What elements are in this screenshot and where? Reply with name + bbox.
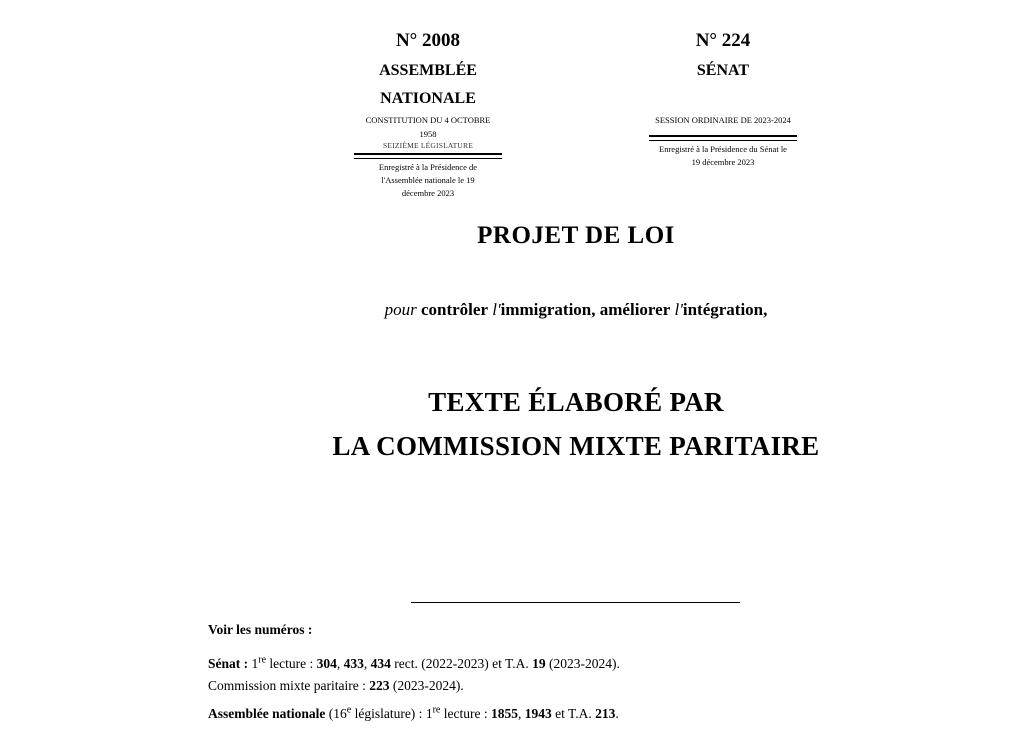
an-sup: re	[432, 704, 441, 716]
voir-senat-line: Sénat : 1re lecture : 304, 433, 434 rect. (2022-2023) et T.A. 19 (2023-2024).	[208, 654, 620, 671]
subtitle-l1: l'	[492, 300, 501, 319]
assemblee-number: N° 2008	[395, 30, 461, 51]
senat-ta: 19	[532, 656, 546, 671]
senat-lecture: lecture :	[269, 656, 314, 671]
an-ordinal: 1	[425, 706, 433, 721]
an-ta: 213	[595, 706, 616, 721]
senat-registered: Enregistré à la Présidence du Sénat le 19 décembre 2023	[659, 144, 787, 167]
texte-cmp-heading	[0, 380, 1011, 468]
document-subtitle	[0, 300, 1011, 320]
cmp-num: 223	[369, 678, 390, 693]
voir-an-line: Assemblée nationale (16e législature) : 1re lecture : 1855, 1943 et T.A. 213.	[208, 704, 619, 721]
an-n2: 1943	[524, 706, 552, 721]
assemblee-name	[353, 57, 503, 113]
voir-cmp-line	[208, 675, 620, 697]
senat-header	[648, 30, 798, 169]
assemblee-header	[353, 30, 503, 200]
document-title: PROJET DE LOI	[477, 222, 675, 249]
senat-name: SÉNAT	[696, 62, 750, 79]
assemblee-name-line2: NATIONALE	[380, 90, 476, 107]
cmp-end: (2023-2024).	[392, 678, 464, 693]
senat-session: SESSION ORDINAIRE DE 2023-2024	[655, 115, 791, 125]
voir-numeros	[208, 619, 620, 725]
subtitle-integration: intégration,	[682, 300, 768, 319]
senat-number: N° 224	[695, 30, 751, 51]
voir-separator	[411, 602, 740, 603]
subtitle-ameliorer: améliorer	[599, 300, 671, 319]
texte-line2: LA COMMISSION MIXTE PARITAIRE	[332, 431, 820, 461]
senat-end: (2023-2024).	[548, 656, 620, 671]
assemblee-constitution: CONSTITUTION DU 4 OCTOBRE 1958	[365, 115, 491, 139]
senat-n2: 433	[343, 656, 364, 671]
assemblee-registered: Enregistré à la Présidence de l'Assemblée nationale le 19 décembre 2023	[378, 162, 478, 198]
senat-n3: 434	[370, 656, 391, 671]
subtitle-controler: contrôler	[420, 300, 488, 319]
an-leg-sup: e	[346, 704, 352, 716]
voir-heading: Voir les numéros :	[208, 622, 313, 637]
senat-sup: re	[258, 654, 267, 666]
an-mid: et T.A.	[555, 706, 592, 721]
an-lecture: lecture :	[443, 706, 488, 721]
senat-double-rule	[649, 135, 797, 141]
assemblee-legislature: SEIZIÈME LÉGISLATURE	[382, 141, 474, 150]
senat-rect: rect. (2022-2023) et T.A.	[394, 656, 529, 671]
subtitle-l2: l'	[674, 300, 683, 319]
an-leg-pre: (16	[328, 706, 347, 721]
an-n1: 1855	[490, 706, 518, 721]
assemblee-double-rule	[354, 153, 502, 159]
assemblee-name-line1: ASSEMBLÉE	[379, 62, 477, 79]
cmp-label: Commission mixte paritaire :	[208, 678, 366, 693]
subtitle-immigration: immigration,	[500, 300, 596, 319]
subtitle-pour: pour	[384, 300, 417, 319]
senat-n1: 304	[316, 656, 337, 671]
an-label: Assemblée nationale	[208, 706, 326, 721]
texte-line1: TEXTE ÉLABORÉ PAR	[428, 387, 724, 417]
senat-label: Sénat :	[208, 656, 249, 671]
an-leg-post: législature) :	[354, 706, 423, 721]
senat-ordinal: 1	[251, 656, 259, 671]
